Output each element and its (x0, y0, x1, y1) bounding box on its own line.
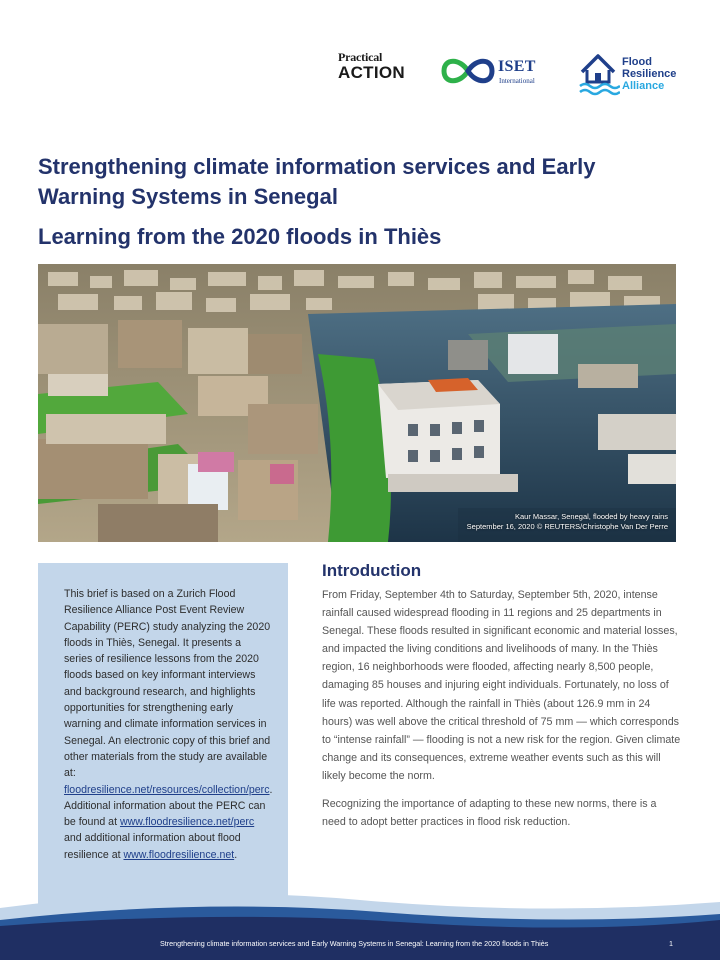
page-title: Strengthening climate information services and Early Warning Systems in Senegal (38, 154, 596, 209)
footer (0, 937, 720, 951)
perc-collection-link[interactable]: floodresilience.net/resources/collection/perc (64, 783, 270, 796)
intro-paragraph: Recognizing the importance of adapting to these new norms, there is a need to adopt better practices in flood risk reduction. (322, 798, 657, 829)
sidebar-text: This brief is based on a Zurich Flood Resilience Alliance Post Event Review Capability (PERC) study analyzing the 2020 floods in Thiès, Senegal. It presents a series of resilience lessons from the 2020 floods based on key informant interviews and background research, and highlights opportunities for strengthening early warning and climate information services in Senegal. An electronic copy of this brief and other materials from the study are available at: floodresilience.net/resources/collection/perc. Additional information about the PERC can be found at www.floodresilience.net/perc and additional information about flood resilience at www.floodresilience.net. (64, 588, 273, 861)
iset-logo: ISET International (438, 52, 548, 92)
infinity-icon (438, 54, 498, 88)
perc-link[interactable]: www.floodresilience.net/perc (119, 816, 255, 829)
footer-title: Strengthening climate information services and Early Warning Systems in Senegal: Learning from the 2020 floods in Thiès (160, 939, 549, 948)
house-wave-icon (578, 50, 620, 96)
practical-action-logo: Practical ACTION (338, 50, 405, 82)
flood-aerial-photo (38, 264, 676, 542)
page-number: 1 (669, 939, 673, 948)
floodresilience-link[interactable]: www.floodresilience.net (123, 848, 235, 861)
introduction-body (322, 586, 682, 841)
partner-logos (0, 46, 720, 106)
intro-paragraph: From Friday, September 4th to Saturday, September 5th, 2020, intense rainfall caused widespread flooding in 11 regions and 25 departments in Senegal. These floods resulted in significant economic and material losses, and impacted the living conditions and livelihoods of many. In the Thiès region, 16 neighborhoods were flooded, affecting nearly 8,500 people, damaging 85 houses and injuring eight individuals. Fortunately, no loss of life was reported. Although the rainfall in Thiès (about 126.9 mm in 24 hours) was well above the critical threshold of 75 mm — which corresponds to “intense rainfall” — flooding is not a new risk for the region. Given climate change and its consequences, extreme weather events such as this will likely become the norm. (322, 589, 681, 782)
flood-resilience-alliance-logo: Flood Resilience Alliance (578, 50, 688, 100)
introduction-heading: Introduction (322, 561, 422, 580)
page-subtitle: Learning from the 2020 floods in Thiès (38, 224, 442, 249)
photo-caption: Kaur Massar, Senegal, flooded by heavy rains September 16, 2020 © REUTERS/Christophe Van Der Perre (466, 512, 668, 531)
flooded-town-illustration (38, 264, 676, 542)
